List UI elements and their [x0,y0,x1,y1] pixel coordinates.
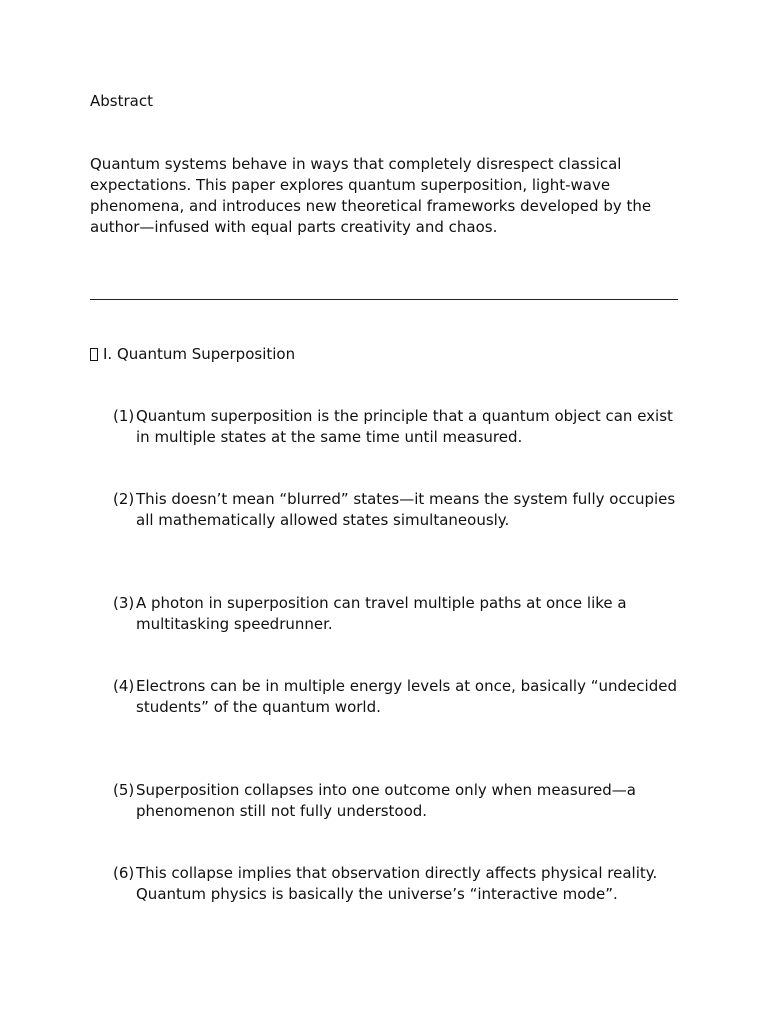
list-item-number: (4) [113,677,135,695]
abstract-heading: Abstract [90,92,153,110]
list-item-number: (1) [113,407,135,425]
horizontal-divider [90,299,678,300]
missing-glyph-icon [90,348,98,361]
abstract-paragraph: Quantum systems behave in ways that completely disrespect classical expectations. This paper explores quantum superposition, light-wave phenomena, and introduces new theoretical frameworks developed by the author—infused with equal parts creativity and chaos. [90,155,652,236]
list-item-text: This doesn’t mean “blurred” states—it means the system fully occupies all mathematically allowed states simultaneously. [136,490,676,529]
list-item-text: Superposition collapses into one outcome only when measured—a phenomenon still not fully understood. [136,781,636,820]
list-item-number: (5) [113,781,135,799]
list-item-number: (2) [113,490,135,508]
list-item [113,593,683,635]
list-item [113,676,683,718]
list-item-number: (3) [113,594,135,612]
list-item [113,489,683,531]
section-heading [90,344,295,365]
list-item-number: (6) [113,864,135,882]
list-item [113,863,683,905]
list-item-text: Electrons can be in multiple energy levels at once, basically “undecided students” of the quantum world. [136,677,677,716]
list-item-text: Quantum superposition is the principle that a quantum object can exist in multiple states at the same time until measured. [136,407,673,446]
list-item [113,780,683,822]
list-item [113,406,683,448]
list-item-text: This collapse implies that observation directly affects physical reality. Quantum physics is basically the universe’s “interactive mode”. [136,864,658,903]
list-item-text: A photon in superposition can travel multiple paths at once like a multitasking speedrunner. [136,594,627,633]
section-title: I. Quantum Superposition [103,345,296,363]
